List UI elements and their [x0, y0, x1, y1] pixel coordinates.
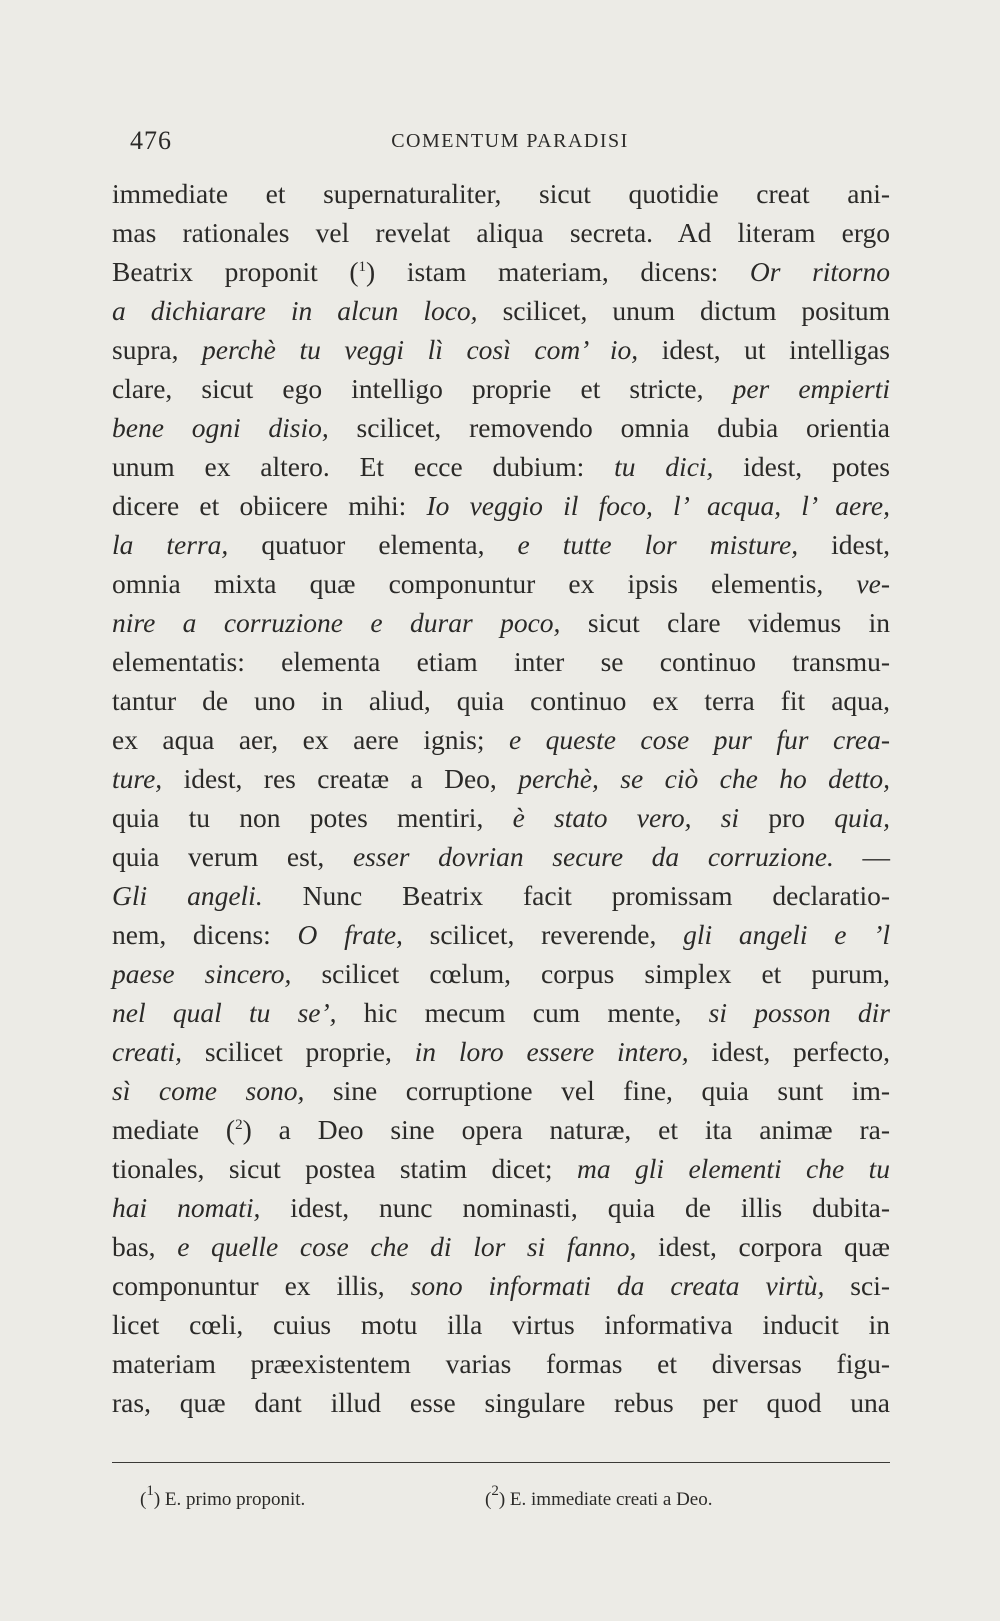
text-line: mediate ($^2$) a Deo sine opera naturæ, et ita animæ ra-	[112, 1114, 891, 1145]
text-line: paese sincero, scilicet cœlum, corpus simplex et purum,	[112, 958, 890, 989]
footnote-ref: 1	[358, 259, 367, 275]
text-line: clare, sicut ego intelligo proprie et stricte, per empierti	[112, 373, 890, 404]
text-line: la terra, quatuor elementa, e tutte lor misture, idest,	[112, 529, 890, 560]
text-line: sì come sono, sine corruptione vel fine, quia sunt im-	[112, 1075, 890, 1106]
body-text	[112, 174, 890, 1422]
text-line: supra, perchè tu veggi lì così com’ io, idest, ut intelligas	[112, 334, 890, 365]
page-number: 476	[130, 126, 172, 155]
text-line: unum ex altero. Et ecce dubium: tu dici, idest, potes	[112, 451, 890, 482]
text-line: a dichiarare in alcun loco, scilicet, unum dictum positum	[112, 295, 890, 326]
text-line: nel qual tu se’, hic mecum cum mente, si posson dir	[112, 997, 890, 1028]
text-line: quia tu non potes mentiri, è stato vero, si pro quia,	[112, 802, 890, 833]
text-line: nem, dicens: O frate, scilicet, reverende, gli angeli e ’l	[112, 919, 890, 950]
text-line: Beatrix proponit ($^1$) istam materiam, dicens: Or ritorno	[112, 256, 891, 287]
text-line: mas rationales vel revelat aliqua secreta. Ad literam ergo	[112, 217, 890, 248]
text-line: ture, idest, res creatæ a Deo, perchè, se ciò che ho detto,	[112, 763, 890, 794]
footnote-2: ($^2$) E. immediate creati a Deo.	[485, 1483, 713, 1510]
text-line: ex aqua aer, ex aere ignis; e queste cose pur fur crea-	[112, 724, 890, 755]
running-title: COMENTUM PARADISI	[391, 130, 629, 152]
text-line: componuntur ex illis, sono informati da creata virtù, sci-	[112, 1270, 890, 1301]
text-line: creati, scilicet proprie, in loro essere intero, idest, perfecto,	[112, 1036, 890, 1067]
text-line: immediate et supernaturaliter, sicut quotidie creat ani-	[112, 178, 890, 209]
text-line: ras, quæ dant illud esse singulare rebus per quod una	[112, 1387, 890, 1418]
text-line: bas, e quelle cose che di lor si fanno, idest, corpora quæ	[112, 1231, 890, 1262]
text-line: nire a corruzione e durar poco, sicut clare videmus in	[112, 607, 890, 638]
footnote-1: ($^1$) E. primo proponit.	[140, 1483, 306, 1510]
text-line: omnia mixta quæ componuntur ex ipsis elementis, ve-	[112, 568, 890, 599]
text-line: Gli angeli. Nunc Beatrix facit promissam declaratio-	[112, 880, 890, 911]
text-line: bene ogni disio, scilicet, removendo omnia dubia orientia	[112, 412, 890, 443]
text-line: tantur de uno in aliud, quia continuo ex terra fit aqua,	[112, 685, 890, 716]
text-line: quia verum est, esser dovrian secure da corruzione. —	[112, 841, 890, 872]
text-line: dicere et obiicere mihi: Io veggio il foco, l’ acqua, l’ aere,	[112, 490, 890, 521]
footnotes	[140, 1485, 900, 1515]
text-line: elementatis: elementa etiam inter se continuo transmu-	[112, 646, 890, 677]
page-header	[130, 126, 890, 166]
text-line: tionales, sicut postea statim dicet; ma gli elementi che tu	[112, 1153, 891, 1184]
text-line: hai nomati, idest, nunc nominasti, quia de illis dubita-	[112, 1192, 891, 1223]
text-line: licet cœli, cuius motu illa virtus informativa inducit in	[112, 1309, 890, 1340]
footnote-ref: 2	[235, 1117, 243, 1133]
footnote-divider	[112, 1462, 890, 1463]
text-line: materiam præexistentem varias formas et diversas figu-	[112, 1348, 890, 1379]
